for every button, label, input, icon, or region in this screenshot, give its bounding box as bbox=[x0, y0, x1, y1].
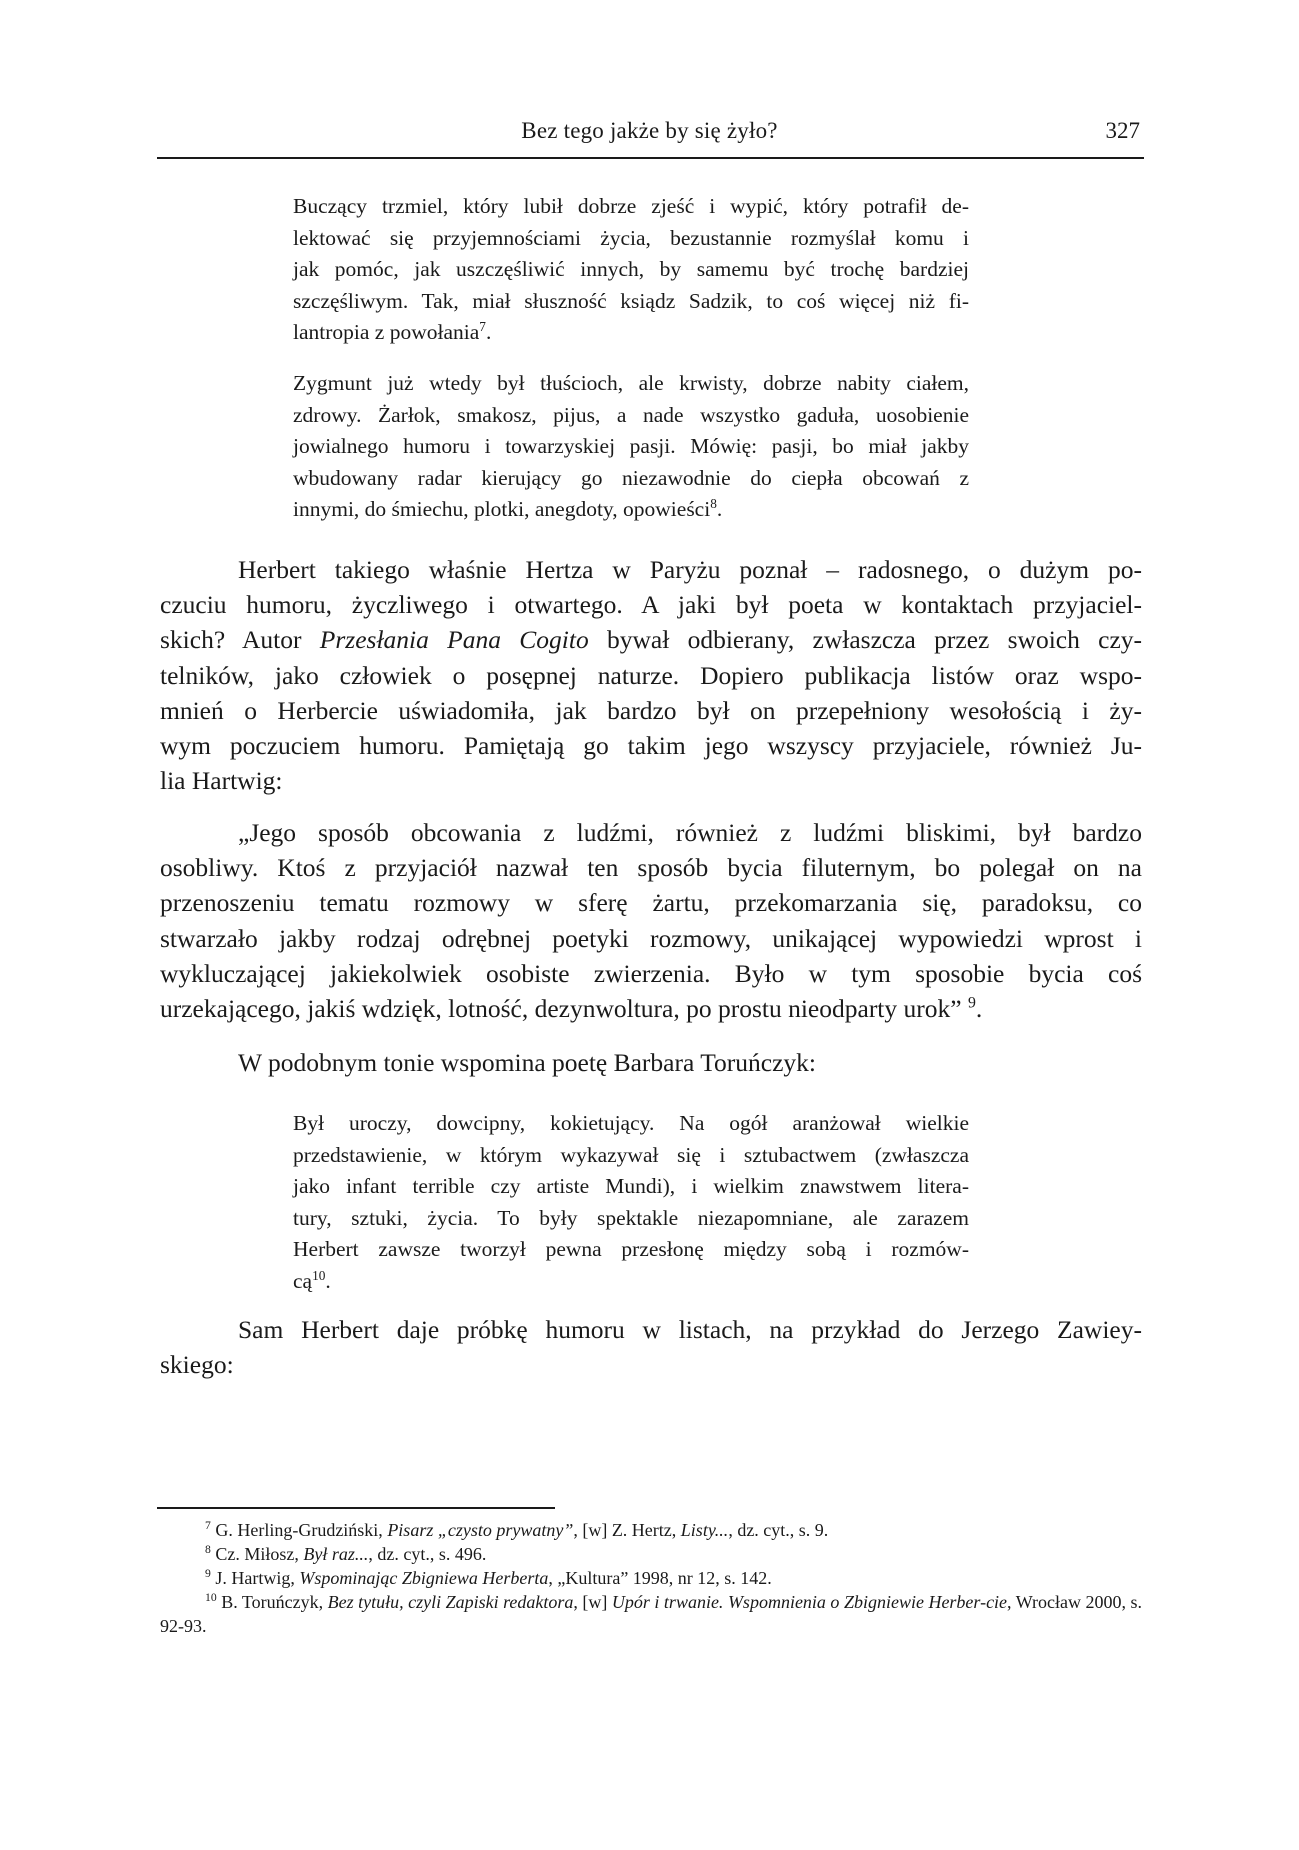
text-line: wbudowany radar kierujący go niezawodnie do ciepła obcowań z bbox=[293, 465, 969, 490]
text-line: $cą^{10}$. bbox=[293, 1267, 331, 1293]
text-line: Zygmunt już wtedy był tłuścioch, ale krwisty, dobrze nabity ciałem, bbox=[293, 371, 969, 395]
footnote-number: 7 bbox=[205, 1519, 211, 1532]
block-quote-hertz-trzmiel bbox=[293, 191, 969, 349]
text-line: jowialnego humoru i towarzyskiej pasji. Mówię: pasji, bo miał jakby bbox=[293, 434, 969, 459]
text-line: zdrowy. Żarłok, smakosz, pijus, a nade wszystko gaduła, uosobienie bbox=[293, 402, 969, 427]
text-line: lantropia z powołania$^7$. bbox=[293, 319, 492, 345]
text-line: innymi, do śmiechu, plotki, anegdoty, opowieści$^8$. bbox=[293, 496, 723, 522]
text-line: mnień o Herbercie uświadomiła, jak bardzo był on przepełniony wesołością i ży- bbox=[160, 695, 1142, 725]
block-quote-zygmunt bbox=[293, 368, 969, 526]
footnote-9: $^9$ J. Hartwig, Wspominając Zbigniewa Herberta, „Kultura” 1998, nr 12, s. 142. bbox=[205, 1567, 772, 1588]
footnote-8: $^8$ Cz. Miłosz, Był raz..., dz. cyt., s. 496. bbox=[205, 1543, 487, 1564]
text-line: skiego: bbox=[160, 1350, 234, 1380]
text-line: wykluczającej jakiekolwiek osobiste zwierzenia. Było w tym sposobie bycia coś bbox=[160, 958, 1142, 988]
page-number: 327 bbox=[1105, 118, 1140, 143]
header-rule bbox=[157, 157, 1144, 159]
text-line: osobliwy. Ktoś z przyjaciół nazwał ten sposób bycia filuternym, bo polegał on na bbox=[160, 853, 1142, 883]
text-line: W podobnym tonie wspomina poetę Barbara Toruńczyk: bbox=[238, 1048, 816, 1077]
footnote-number: 8 bbox=[205, 1543, 211, 1556]
footnote-number: 10 bbox=[205, 1591, 217, 1604]
text-line: stwarzało jakby rodzaj odrębnej poetyki rozmowy, unikającej wypowiedzi wprost i bbox=[160, 923, 1142, 953]
text-line: jako infant terrible czy artiste Mundi), i wielkim znawstwem litera- bbox=[293, 1174, 969, 1199]
text-line: Sam Herbert daje próbkę humoru w listach, na przykład do Jerzego Zawiey- bbox=[238, 1315, 1142, 1344]
block-quote-torunczyk bbox=[293, 1108, 969, 1298]
text-line: szczęśliwym. Tak, miał słuszność ksiądz Sadzik, to coś więcej niż fi- bbox=[293, 288, 969, 313]
text-line: Herbert takiego właśnie Hertza w Paryżu poznał – radosnego, o dużym po- bbox=[238, 555, 1142, 584]
body-paragraph-torunczyk-intro bbox=[160, 1045, 1142, 1080]
footnote-number: 9 bbox=[205, 1567, 211, 1580]
running-title: Bez tego jakże by się żyło? bbox=[521, 118, 778, 143]
text-line: Buczący trzmiel, który lubił dobrze zjeść i wypić, który potrafił de- bbox=[293, 194, 969, 218]
footnote-ref[interactable]: 7 bbox=[479, 319, 486, 335]
text-line: wym poczuciem humoru. Pamiętają go takim jego wszyscy przyjaciele, również Ju- bbox=[160, 731, 1142, 761]
footnote-separator bbox=[157, 1507, 555, 1509]
text-line: czuciu humoru, życzliwego i otwartego. A jaki był poeta w kontaktach przyjaciel- bbox=[160, 590, 1142, 620]
text-line: tury, sztuki, życia. To były spektakle niezapomniane, ale zarazem bbox=[293, 1205, 969, 1230]
text-line: jak pomóc, jak uszczęśliwić innych, by samemu być trochę bardziej bbox=[293, 257, 969, 282]
text-line: urzekającego, jakiś wdzięk, lotność, dezynwoltura, po prostu nieodparty urok” $^9$. bbox=[160, 994, 983, 1024]
running-header bbox=[157, 118, 1142, 158]
text-line: przenoszeniu tematu rozmowy w sferę żartu, przekomarzania się, paradoksu, co bbox=[160, 888, 1142, 918]
footnote-ref[interactable]: 10 bbox=[312, 1267, 326, 1283]
quote-hartwig bbox=[160, 815, 1142, 1026]
text-line: Herbert zawsze tworzył pewna przesłonę między sobą i rozmów- bbox=[293, 1237, 969, 1262]
text-line: „Jego sposób obcowania z ludźmi, również z ludźmi bliskimi, był bardzo bbox=[238, 818, 1142, 847]
body-paragraph-zawieyski bbox=[160, 1312, 1142, 1382]
text-line: Był uroczy, dowcipny, kokietujący. Na ogół aranżował wielkie bbox=[293, 1111, 969, 1135]
footnote-ref[interactable]: 9 bbox=[967, 994, 976, 1012]
body-paragraph-herbert-hertz bbox=[160, 552, 1142, 798]
text-line: przedstawienie, w którym wykazywał się i sztubactwem (zwłaszcza bbox=[293, 1142, 969, 1167]
text-line: skich? Autor Przesłania Pana Cogito bywał odbierany, zwłaszcza przez swoich czy- bbox=[160, 625, 1143, 655]
text-line: lia Hartwig: bbox=[160, 766, 283, 796]
footnote-ref[interactable]: 8 bbox=[710, 496, 717, 512]
footnote-7: $^7$ G. Herling-Grudziński, Pisarz „czysto prywatny”, [w] Z. Hertz, Listy..., dz. cyt., s. 9. bbox=[205, 1519, 829, 1540]
text-line: telników, jako człowiek o posępnej naturze. Dopiero publikacja listów oraz wspo- bbox=[160, 660, 1142, 690]
footnotes bbox=[160, 1518, 1142, 1638]
footnote-10: $^{10}$ B. Toruńczyk, Bez tytułu, czyli Zapiski redaktora, [w] Upór i trwanie. Wspomnienia o Zbigniewie Herber-cie, Wrocław 2000, s. 92-93. bbox=[160, 1591, 1142, 1636]
book-title-italic: Przesłania Pana Cogito bbox=[319, 625, 589, 655]
text-line: lektować się przyjemnościami życia, bezustannie rozmyślał komu i bbox=[293, 225, 969, 250]
